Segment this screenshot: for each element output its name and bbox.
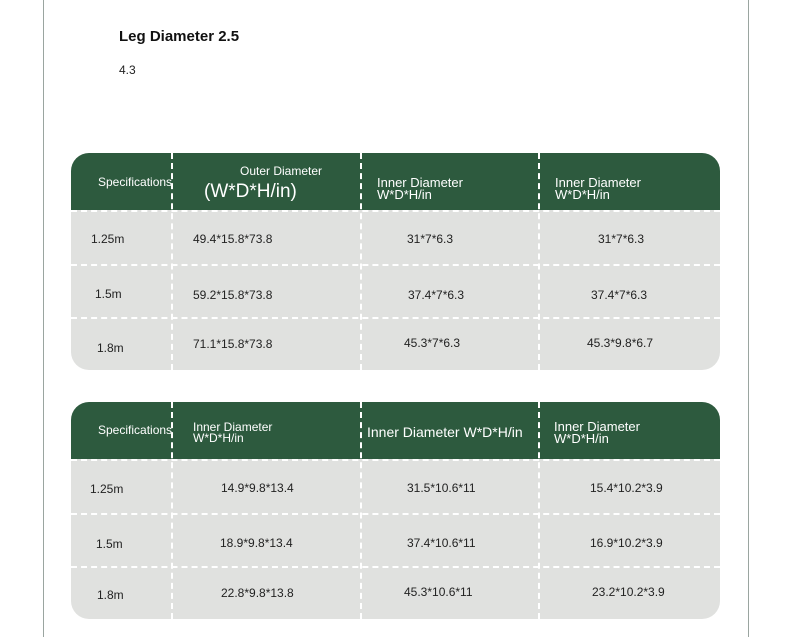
header-inner-diameter-3: Inner Diameter (554, 419, 640, 434)
cell-inner-2: 31*7*6.3 (598, 232, 645, 246)
table-header (71, 153, 720, 210)
table-row (71, 319, 720, 370)
cell-outer: 71.1*15.8*73.8 (193, 337, 273, 351)
cell-spec: 1.5m (96, 537, 123, 551)
column-divider (538, 402, 540, 619)
table-row (71, 515, 720, 568)
spec-table-1 (71, 153, 720, 370)
table-row (71, 212, 720, 265)
cell-spec: 1.25m (90, 482, 124, 496)
header-inner-diameter-2: Inner Diameter W*D*H/in (367, 424, 523, 440)
cell-inner-2: 37.4*10.6*11 (407, 536, 476, 550)
cell-inner-2: 45.3*9.8*6.7 (587, 336, 654, 350)
row-divider (71, 264, 720, 266)
header-outer-diameter-unit: (W*D*H/in) (204, 181, 297, 202)
header-inner-diameter-unit: W*D*H/in (193, 431, 244, 445)
row-divider (71, 459, 720, 461)
cell-spec: 1.5m (95, 287, 122, 301)
cell-inner: 37.4*7*6.3 (408, 288, 465, 302)
header-outer-diameter: Outer Diameter (240, 164, 323, 178)
cell-inner: 18.9*9.8*13.4 (220, 536, 293, 550)
table-row (71, 461, 720, 514)
cell-inner-2: 37.4*7*6.3 (591, 288, 648, 302)
header-inner-diameter-unit: W*D*H/in (377, 187, 432, 202)
cell-inner-2: 45.3*10.6*11 (404, 585, 473, 599)
table-row (71, 568, 720, 619)
column-divider (360, 402, 362, 619)
column-divider (538, 153, 540, 370)
row-divider (71, 317, 720, 319)
column-divider (171, 153, 173, 370)
cell-inner: 31*7*6.3 (407, 232, 454, 246)
spec-table-2 (71, 402, 720, 619)
page-subtitle: 4.3 (119, 63, 136, 77)
cell-inner-3: 15.4*10.2*3.9 (590, 481, 663, 495)
row-divider (71, 513, 720, 515)
cell-spec: 1.8m (97, 588, 124, 602)
cell-spec: 1.8m (97, 341, 124, 355)
header-specifications: Specifications (98, 423, 173, 437)
row-divider (71, 210, 720, 212)
cell-inner-2: 31.5*10.6*11 (407, 481, 476, 495)
header-inner-diameter: Inner Diameter (193, 420, 273, 434)
table-header (71, 402, 720, 459)
cell-inner: 45.3*7*6.3 (404, 336, 461, 350)
column-divider (171, 402, 173, 619)
cell-inner: 14.9*9.8*13.4 (221, 481, 294, 495)
cell-inner-3: 23.2*10.2*3.9 (592, 585, 665, 599)
page-title: Leg Diameter 2.5 (119, 28, 240, 45)
table-row (71, 266, 720, 319)
header-specifications: Specifications (98, 175, 173, 189)
header-inner-diameter-2-unit: W*D*H/in (555, 187, 610, 202)
cell-outer: 59.2*15.8*73.8 (193, 288, 273, 302)
cell-inner-3: 16.9*10.2*3.9 (590, 536, 663, 550)
cell-spec: 1.25m (91, 232, 125, 246)
column-divider (360, 153, 362, 370)
cell-inner: 22.8*9.8*13.8 (221, 586, 294, 600)
cell-outer: 49.4*15.8*73.8 (193, 232, 273, 246)
row-divider (71, 566, 720, 568)
header-inner-diameter-2: Inner Diameter (555, 175, 641, 190)
header-inner-diameter: Inner Diameter (377, 175, 463, 190)
header-inner-diameter-3-unit: W*D*H/in (554, 431, 609, 446)
